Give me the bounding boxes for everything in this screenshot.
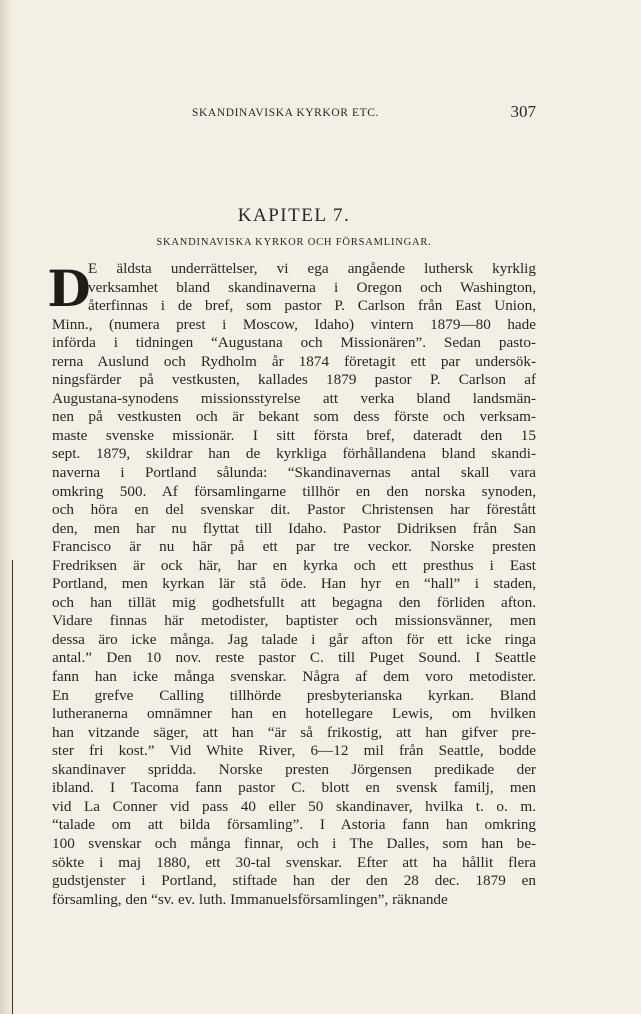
text-line: E äldsta underrättelser, vi ega angående luthersk kyrklig bbox=[88, 260, 536, 277]
text-line: sökte i maj 1880, ett 30-tal svenskar. Efter att ha hållit flera bbox=[52, 853, 536, 871]
text-line: dessa äro icke många. Jag talade i går afton för ett icke ringa bbox=[52, 630, 536, 648]
text-line: och han tillät mig godhetsfullt att begagna den förliden afton. bbox=[52, 593, 536, 611]
text-line: maste svenske missionär. I sitt första bref, dateradt den 15 bbox=[52, 426, 536, 444]
chapter-subtitle: SKANDINAVISKA KYRKOR OCH FÖRSAMLINGAR. bbox=[156, 237, 432, 248]
text-line: skandinaver spridda. Norske presten Jörgensen predikade der bbox=[52, 760, 536, 778]
text-line: vid La Conner vid pass 40 eller 50 skandinaver, hvilka t. o. m. bbox=[52, 797, 536, 815]
text-line: Minn., (numera prest i Moscow, Idaho) vintern 1879—80 hade bbox=[52, 315, 536, 333]
binding-edge-line bbox=[12, 560, 13, 1014]
text-line: ningsfärder på vestkusten, kallades 1879 pastor P. Carlson af bbox=[52, 371, 536, 389]
text-line: Fredriksen är ock här, har en kyrka och ett presthus i East bbox=[52, 556, 536, 574]
text-line: antal.” Den 10 nov. reste pastor C. till Puget Sound. I Seattle bbox=[52, 649, 536, 667]
text-line: En grefve Calling tillhörde presbyterianska kyrkan. Bland bbox=[52, 686, 536, 704]
text-line: den, men har nu flyttat till Idaho. Pastor Didriksen från San bbox=[52, 519, 536, 537]
chapter-heading: KAPITEL 7. bbox=[237, 205, 351, 226]
text-line: och höra en del svenskar dit. Pastor Christensen har förestått bbox=[52, 501, 536, 519]
text-line: Portland, men kyrkan lär stå öde. Han hyr en “hall” i staden, bbox=[52, 575, 536, 593]
running-head bbox=[52, 104, 536, 124]
text-line: gudstjenster i Portland, stiftade han der den 28 dec. 1879 en bbox=[52, 872, 536, 890]
text-line: fann han icke många svenskar. Några af dem voro metodister. bbox=[52, 668, 536, 686]
running-title: SKANDINAVISKA KYRKOR ETC. bbox=[192, 107, 379, 119]
text-line: verksamhet bland skandinaverna i Oregon och Washington, bbox=[88, 278, 536, 296]
text-line: “talade om att bilda församling”. I Astoria fann han omkring bbox=[52, 816, 536, 834]
text-line: ibland. I Tacoma fann pastor C. blott en svensk familj, men bbox=[52, 779, 536, 797]
body-text bbox=[47, 259, 536, 909]
dropcap-letter: D bbox=[47, 259, 91, 318]
text-lines bbox=[52, 260, 536, 909]
text-line: han vitzande säger, att han “är så frikostig, att han gifver pre- bbox=[52, 723, 536, 741]
text-line: återfinnas i de bref, som pastor P. Carlson från East Union, bbox=[88, 297, 536, 315]
text-line: Francisco är nu här på ett par tre veckor. Norske presten bbox=[52, 538, 536, 556]
text-line: naverna i Portland sålunda: “Skandinavernas antal skall vara bbox=[52, 464, 536, 482]
text-line: lutheranerna omnämner han en hotellegare Lewis, om hvilken bbox=[52, 705, 536, 723]
text-line: sept. 1879, skildrar han de kyrkliga förhållandena bland skandi- bbox=[52, 445, 536, 463]
text-line: rerna Auslund och Rydholm år 1874 företagit ett par undersök- bbox=[52, 352, 536, 370]
text-line: Augustana-synodens missionsstyrelse att verka bland landsmän- bbox=[52, 389, 536, 407]
text-line: församling, den “sv. ev. luth. Immanuelsförsamlingen”, räknande bbox=[52, 890, 448, 908]
text-line: Vidare finnas här metodister, baptister och missionsvänner, men bbox=[52, 612, 536, 630]
text-line: omkring 500. Af församlingarne tillhör en den norska synoden, bbox=[52, 482, 536, 500]
text-line: nen på vestkusten och är bekant som dess förste och verksam- bbox=[52, 408, 536, 426]
text-line: införda i tidningen “Augustana och Missionären”. Sedan pasto- bbox=[52, 334, 536, 352]
dropcap bbox=[47, 259, 91, 318]
page-number: 307 bbox=[510, 102, 536, 121]
text-line: 100 svenskar och många finnar, och i The Dalles, som han be- bbox=[52, 834, 536, 852]
text-line: ster fri kost.” Vid White River, 6—12 mil från Seattle, bodde bbox=[52, 742, 536, 760]
